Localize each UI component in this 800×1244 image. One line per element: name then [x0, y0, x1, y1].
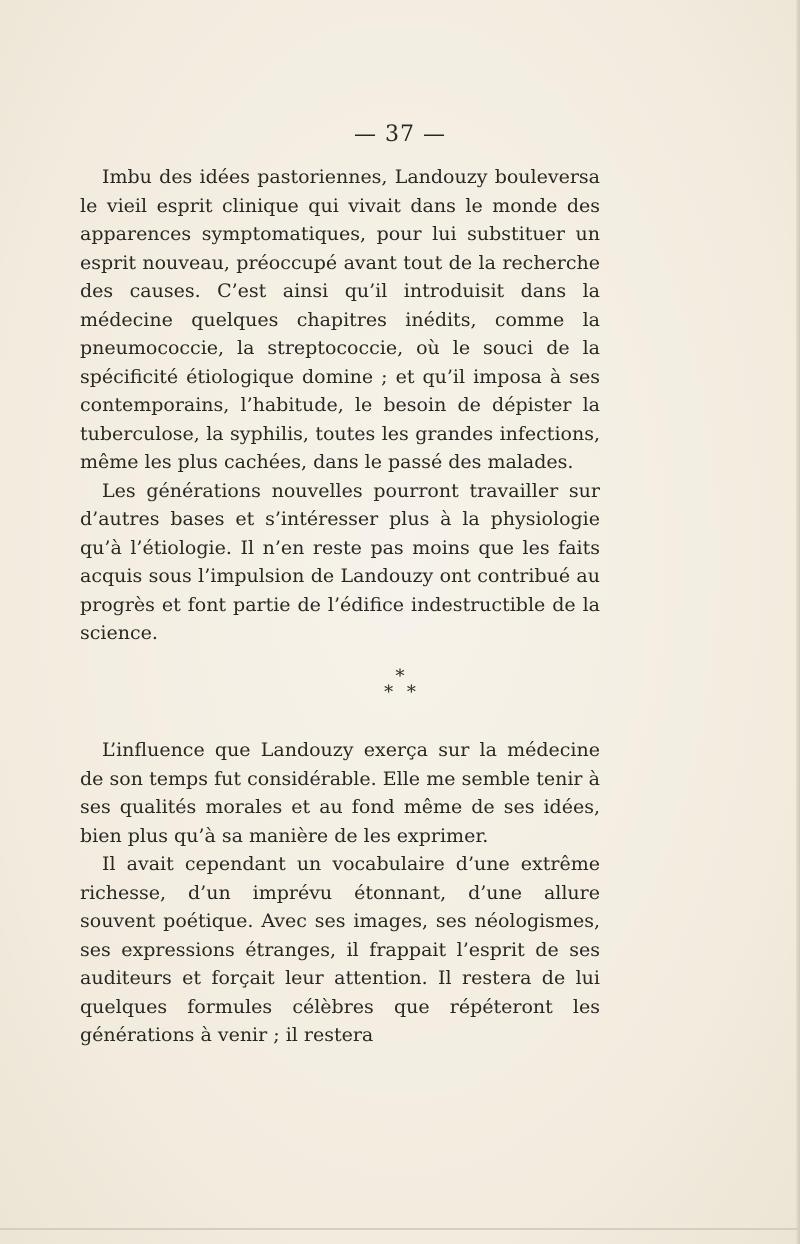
page-number: — 37 —	[354, 122, 446, 147]
section-2	[80, 736, 600, 1050]
paragraph: Il avait cependant un vocabulaire d’une extrême richesse, d’un imprévu étonnant, d’une allure souvent poétique. Avec ses images, ses néologismes, ses expressions étranges, il frappait l’esprit de ses auditeurs et forçait leur attention. Il restera de lui quelques formules célèbres que répéteront les générations à venir ; il restera	[80, 853, 600, 1046]
paragraph: Les générations nouvelles pourront travailler sur d’autres bases et s’intéresser plus à la physiologie qu’à l’étiologie. Il n’en reste pas moins que les faits acquis sous l’impulsion de Landouzy ont contribué au progrès et font partie de l’édifice indestructible de la science.	[80, 479, 600, 644]
section-1	[80, 163, 600, 648]
page-bottom-rule	[0, 1228, 800, 1230]
paragraph: L’influence que Landouzy exerça sur la médecine de son temps fut considérable. Elle me semble tenir à ses qualités morales et au fond même de ses idées, bien plus qu’à sa manière de les exprimer.	[80, 739, 600, 847]
section-ornament-top: *	[395, 666, 405, 687]
section-ornament-bottom: * *	[384, 682, 416, 703]
page-edge	[796, 0, 800, 1244]
paragraph: Imbu des idées pastoriennes, Landouzy bouleversa le vieil esprit clinique qui vivait dans le monde des apparences symptomatiques, pour lui substituer un esprit nouveau, préoccupé avant tout de la recherche des causes. C’est ainsi qu’il introduisit dans la médecine quelques chapitres inédits, comme la pneumococcie, la streptococcie, où le souci de la spécificité étiologique domine ; et qu’il imposa à ses contemporains, l’habitude, le besoin de dépister la tuberculose, la syphilis, toutes les grandes infections, même les plus cachées, dans le passé des malades.	[80, 166, 600, 473]
